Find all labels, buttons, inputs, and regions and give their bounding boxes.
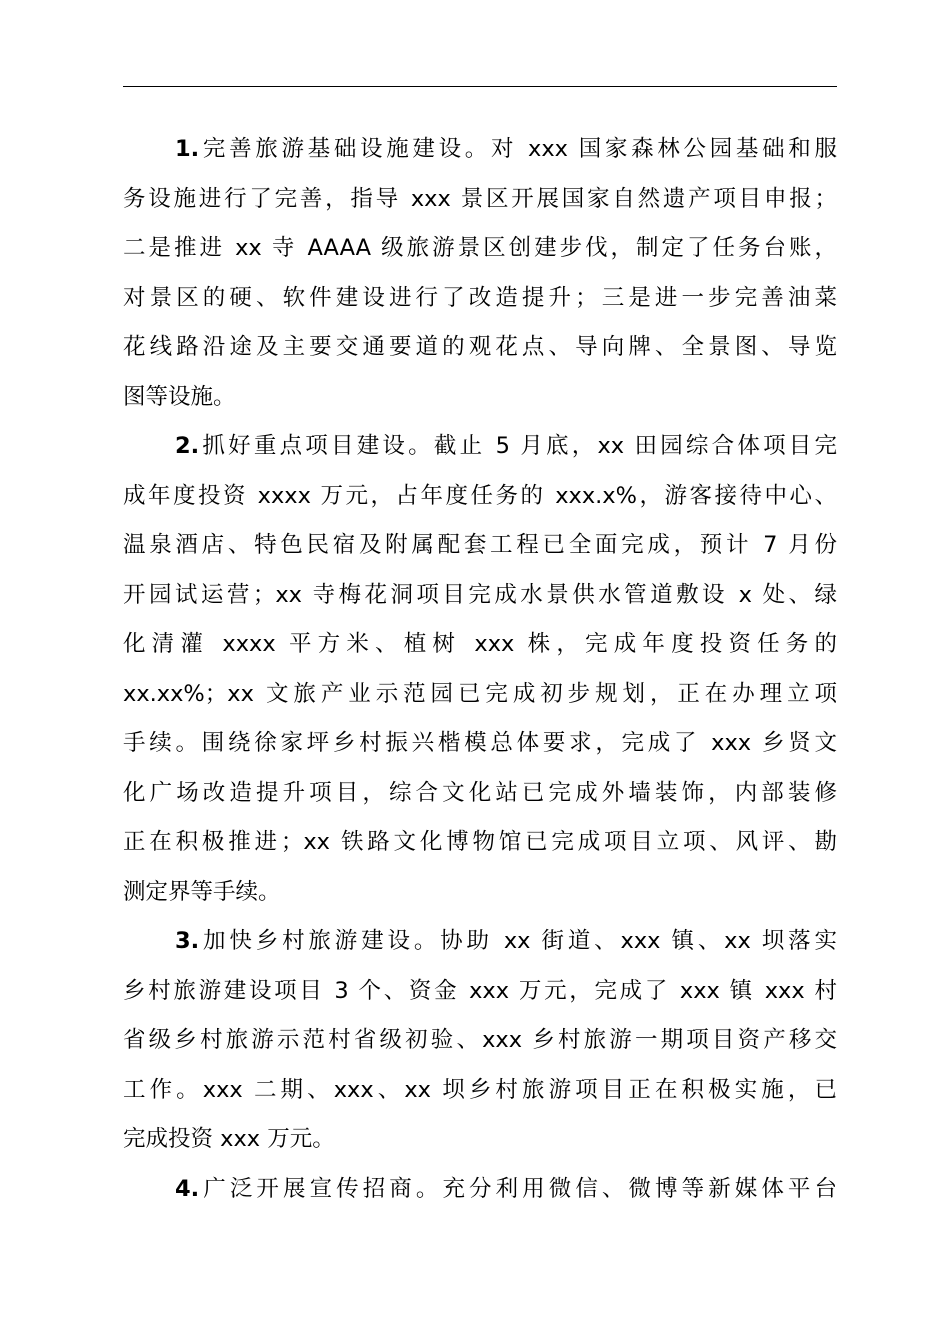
paragraph-line: xx.xx%；xx 文旅产业示范园已完成初步规划，正在办理立项 — [123, 680, 837, 707]
paragraph-line: 测定界等手续。 — [123, 878, 281, 905]
paragraph-1 — [123, 125, 837, 422]
paragraph-line: 正在积极推进；xx 铁路文化博物馆已完成项目立项、风评、勘 — [123, 829, 837, 855]
paragraph-number: 2. — [175, 433, 200, 459]
paragraph-line: 手续。围绕徐家坪乡村振兴楷模总体要求，完成了 xxx 乡贤文 — [123, 730, 837, 756]
line-text: 加快乡村旅游建设。协助 xx 街道、xxx 镇、xx 坝落实 — [199, 928, 837, 954]
paragraph-number: 3. — [175, 928, 200, 954]
paragraph-line: 二是推进 xx 寺 AAAA 级旅游景区创建步伐，制定了任务台账， — [123, 235, 837, 261]
paragraph-4 — [123, 1165, 837, 1215]
paragraph-line: 乡村旅游建设项目 3 个、资金 xxx 万元，完成了 xxx 镇 xxx 村 — [123, 977, 837, 1004]
paragraph-line — [123, 917, 837, 967]
paragraph-number: 4. — [175, 1175, 200, 1202]
paragraph-3 — [123, 917, 837, 1165]
line-text: 抓好重点项目建设。截止 5 月底，xx 田园综合体项目完 — [199, 433, 837, 459]
paragraph-line: 化清灌 xxxx 平方米、植树 xxx 株，完成年度投资任务的 — [123, 631, 837, 657]
paragraph-line: 花线路沿途及主要交通要道的观花点、导向牌、全景图、导览 — [123, 334, 837, 360]
paragraph-line: 对景区的硬、软件建设进行了改造提升；三是进一步完善油菜 — [123, 284, 837, 311]
header-rule — [123, 86, 837, 87]
paragraph-line: 省级乡村旅游示范村省级初验、xxx 乡村旅游一期项目资产移交 — [123, 1027, 837, 1053]
document-body — [123, 125, 837, 1214]
paragraph-line: 成年度投资 xxxx 万元，占年度任务的 xxx.x%，游客接待中心、 — [123, 482, 837, 509]
paragraph-line — [123, 1165, 837, 1215]
paragraph-line: 务设施进行了完善，指导 xxx 景区开展国家自然遗产项目申报； — [123, 185, 837, 212]
paragraph-line: 开园试运营；xx 寺梅花洞项目完成水景供水管道敷设 x 处、绿 — [123, 581, 837, 608]
line-text: 完善旅游基础设施建设。对 xxx 国家森林公园基础和服 — [199, 136, 837, 162]
paragraph-line — [123, 125, 837, 175]
paragraph-2 — [123, 422, 837, 917]
line-text: 广泛开展宣传招商。充分利用微信、微博等新媒体平台 — [199, 1175, 837, 1202]
paragraph-number: 1. — [175, 136, 200, 162]
paragraph-line: 温泉酒店、特色民宿及附属配套工程已全面完成，预计 7 月份 — [123, 532, 837, 558]
paragraph-line: 化广场改造提升项目，综合文化站已完成外墙装饰，内部装修 — [123, 779, 837, 806]
paragraph-line: 完成投资 xxx 万元。 — [123, 1126, 335, 1152]
paragraph-line: 工作。xxx 二期、xxx、xx 坝乡村旅游项目正在积极实施，已 — [123, 1076, 837, 1103]
paragraph-line: 图等设施。 — [123, 383, 236, 410]
paragraph-line — [123, 422, 837, 472]
